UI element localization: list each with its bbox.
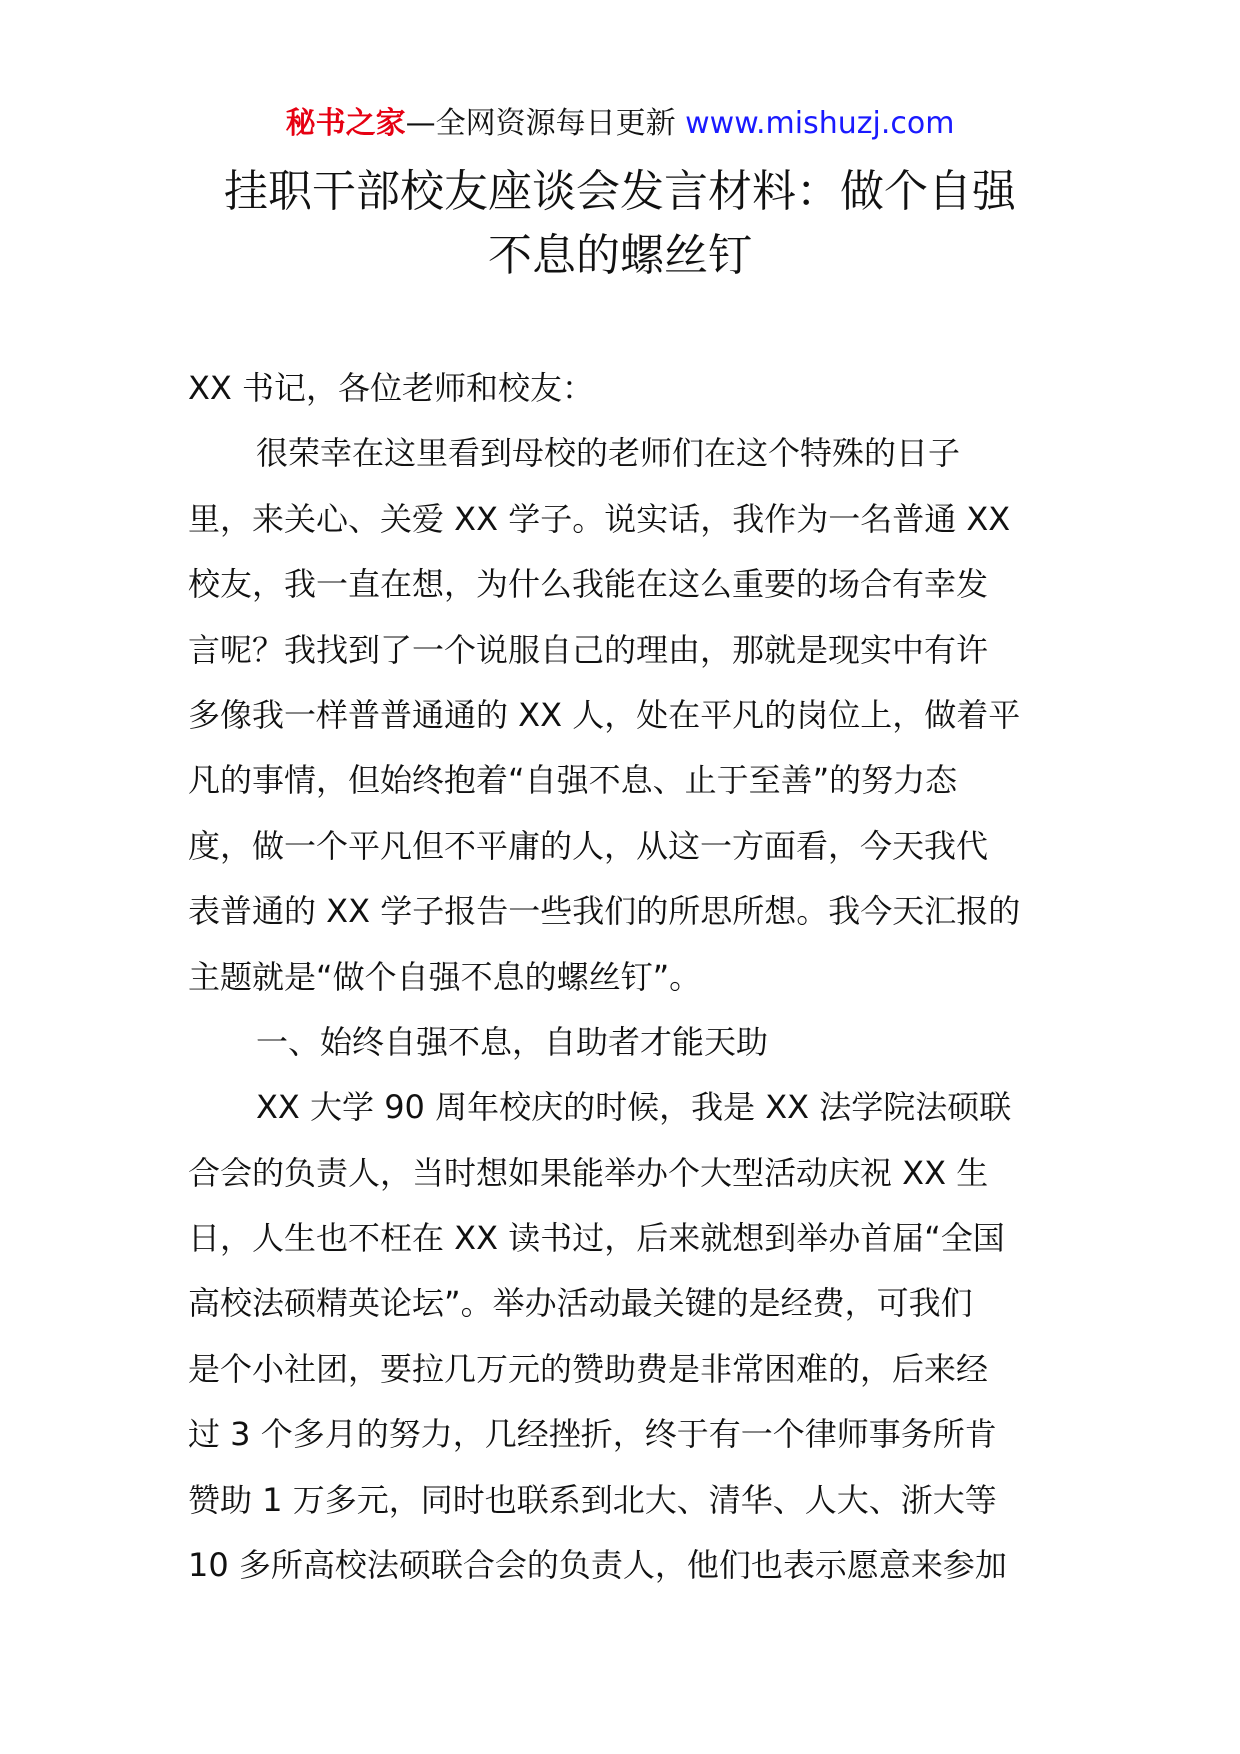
paragraph-line: 凡的事情，但始终抱着“自强不息、止于至善”的努力态 <box>188 761 958 800</box>
paragraph-line: 合会的负责人，当时想如果能举办个大型活动庆祝 XX 生 <box>188 1153 989 1192</box>
paragraph-line: 多像我一样普普通通的 XX 人，处在平凡的岗位上，做着平 <box>188 695 1021 734</box>
paragraph-line: 很荣幸在这里看到母校的老师们在这个特殊的日子 <box>256 434 961 473</box>
paragraph-line: XX 大学 90 周年校庆的时候，我是 XX 法学院法硕联 <box>256 1088 1012 1127</box>
paragraph-line: 里，来关心、关爱 XX 学子。说实话，我作为一名普通 XX <box>188 499 1011 538</box>
document-title <box>0 160 1240 288</box>
paragraph-line: 10 多所高校法硕联合会的负责人，他们也表示愿意来参加 <box>188 1546 1007 1585</box>
paragraph-line: 赞助 1 万多元，同时也联系到北大、清华、人大、浙大等 <box>188 1480 997 1519</box>
paragraph-line: 校友，我一直在想，为什么我能在这么重要的场合有幸发 <box>188 565 989 604</box>
paragraph-line: 度，做一个平凡但不平庸的人，从这一方面看，今天我代 <box>188 826 989 865</box>
salutation: XX 书记，各位老师和校友： <box>188 369 595 407</box>
site-tagline: —全网资源每日更新 <box>405 106 686 141</box>
paragraph-line: 表普通的 XX 学子报告一些我们的所思所想。我今天汇报的 <box>188 892 1021 931</box>
document-body <box>188 356 1068 1598</box>
paragraph-line: 是个小社团，要拉几万元的赞助费是非常困难的，后来经 <box>188 1349 989 1388</box>
title-line: 挂职干部校友座谈会发言材料：做个自强 <box>224 166 1016 217</box>
paragraph-line: 高校法硕精英论坛”。举办活动最关键的是经费，可我们 <box>188 1284 973 1323</box>
paragraph-line: 日，人生也不枉在 XX 读书过，后来就想到举办首届“全国 <box>188 1219 1005 1258</box>
paragraph-line: 过 3 个多月的努力，几经挫折，终于有一个律师事务所肯 <box>188 1415 997 1454</box>
paragraph-line: 主题就是“做个自强不息的螺丝钉”。 <box>188 957 702 996</box>
site-url-link[interactable]: www.mishuzj.com <box>685 106 955 141</box>
site-header <box>0 104 1240 144</box>
site-brand: 秘书之家 <box>285 106 406 141</box>
paragraph-line: 言呢？我找到了一个说服自己的理由，那就是现实中有许 <box>188 630 989 669</box>
title-line: 不息的螺丝钉 <box>488 230 752 281</box>
section-heading: 一、始终自强不息，自助者才能天助 <box>256 1022 769 1061</box>
